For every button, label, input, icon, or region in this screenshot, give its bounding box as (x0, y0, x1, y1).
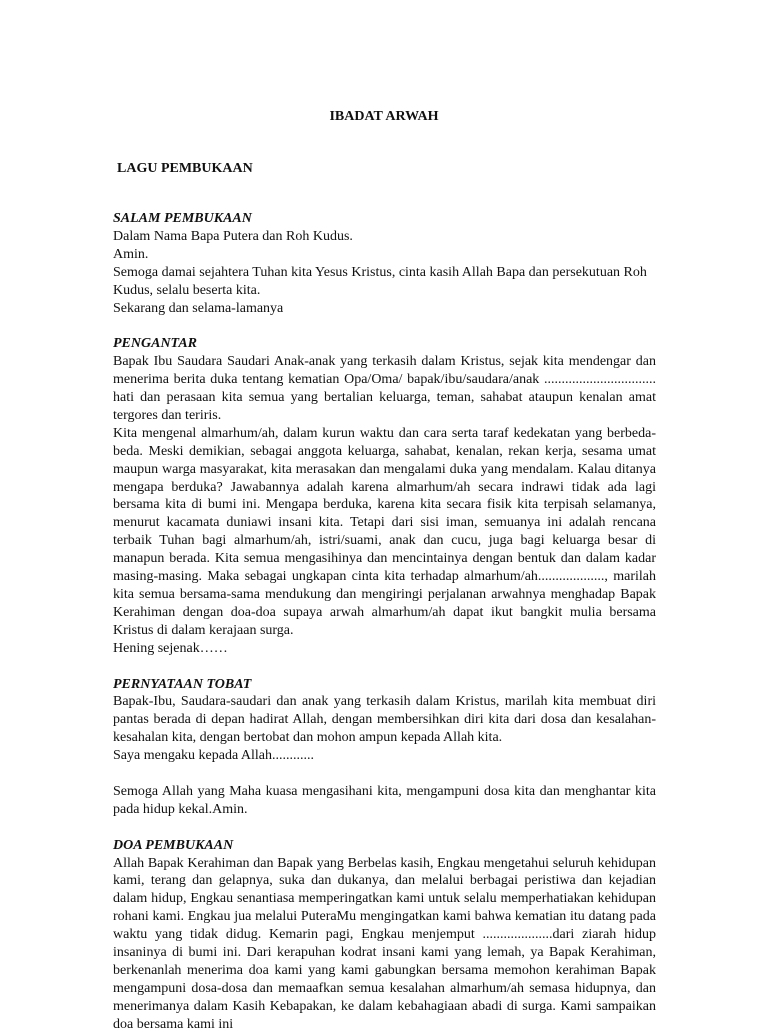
section-spacer (113, 819, 656, 837)
tobat-heading: PERNYATAAN TOBAT (113, 676, 252, 692)
tobat-section (113, 676, 656, 819)
salam-response: Sekarang dan selama-lamanya (113, 300, 284, 316)
salam-heading: SALAM PEMBUKAAN (113, 211, 252, 226)
pengantar-silence: Hening sejenak…… (113, 640, 228, 656)
pengantar-paragraph: Bapak Ibu Saudara Saudari Anak-anak yang terkasih dalam Kristus, sejak kita mendengar dan menerima berita duka tentang kematian Opa/Oma/ bapak/ibu/saudara/anak ................................ hati dan perasaan kita semua yang bertalian keluarga, teman, sahabat ataupun kenalan amat tergores dan teriris. (113, 354, 656, 423)
doa-section (113, 837, 656, 1034)
doa-heading: DOA PEMBUKAAN (113, 837, 234, 853)
tobat-absolution: Semoga Allah yang Maha kuasa mengasihani kita, mengampuni dosa kita dan menghantar kita pada hidup kekal.Amin. (113, 783, 656, 817)
doa-paragraph: Allah Bapak Kerahiman dan Bapak yang Berbelas kasih, Engkau mengetahui seluruh kehidupan kami, terang dan gelapnya, suka dan dukanya, dan melalui berbagai peristiwa dan kejadian dalam hidup, Engkau senantiasa memperingatkan kami untuk selalu memperhatiakan kehidupan rohani kami. Engkau jua melalui PuteraMu mengingatkan kami bahwa kematian itu datang pada waktu yang tidak didug. Kemarin pagi, Engkau menjemput ....................dari ziarah hidup insaninya di bumi ini. Dari kerapuhan kodrat insani kami yang lemah, ya Bapak Kerahiman, berkenanlah menerima doa kami yang kami gabungkan bersama memohon kerahiman Bapak mengampuni dosa-dosa dan memaafkan semua kesalahan almarhum/ah semasa hidupnya, dan menerimanya dalam Kasih Kebapakan, ke dalam kebahagiaan abadi di surga. Kami sampaikan doa bersama kami ini (113, 855, 656, 1032)
tobat-confiteor: Saya mengaku kepada Allah............ (113, 748, 315, 764)
section-spacer (113, 658, 656, 676)
paragraph-spacer (113, 765, 656, 783)
salam-section (113, 210, 656, 317)
section-spacer (113, 317, 656, 335)
salam-response: Amin. (113, 246, 149, 262)
salam-line: Semoga damai sejahtera Tuhan kita Yesus Kristus, cinta kasih Allah Bapa dan persekutuan Roh Kudus, selalu beserta kita. (113, 264, 647, 298)
salam-line: Dalam Nama Bapa Putera dan Roh Kudus. (113, 228, 353, 244)
document-body (113, 210, 656, 1034)
document-title: IBADAT ARWAH (329, 109, 439, 124)
opening-song-heading: LAGU PEMBUKAAN (117, 161, 253, 176)
pengantar-paragraph: Kita mengenal almarhum/ah, dalam kurun waktu dan cara serta taraf kedekatan yang berbeda-beda. Meski demikian, sebagai anggota keluarga, sahabat, kenalan, rekan kerja, sesama umat maupun warga masyarakat, kita merasakan dan mengalami duka yang mendalam. Kalau ditanya mengapa berduka? Jawabannya adalah karena almarhum/ah secara indrawi tidak ada lagi bersama kita di bumi ini. Mengapa berduka, karena kita secara fisik kita terpisah selamanya, menurut kacamata duniawi insani kita. Tetapi dari sisi iman, semuanya ini adalah rencana terbaik Tuhan bagi almarhum/ah, istri/suami, anak dan cucu, juga bagi keluarga besar di manapun berada. Kita semua mengasihinya dan mencintainya dengan bentuk dan dalam kadar masing-masing. Maka sebagai ungkapan cinta kita terhadap almarhum/ah..................., marilah kita semua bersama-sama mendukung dan mengiringi perjalanan arwahnya menghadap Bapak Kerahiman dengan doa-doa supaya arwah almarhum/ah dapat ikut bangkit mulia bersama Kristus di dalam kerajaan surga. (113, 425, 656, 638)
pengantar-section (113, 335, 656, 657)
pengantar-heading: PENGANTAR (113, 336, 198, 352)
tobat-paragraph: Bapak-Ibu, Saudara-saudari dan anak yang terkasih dalam Kristus, marilah kita membuat diri pantas berada di depan hadirat Allah, dengan membersihkan diri kita dari dosa dan kesalahan-kesahalan kita, dengan bertobat dan mohon ampun kepada Allah kita. (113, 694, 656, 746)
